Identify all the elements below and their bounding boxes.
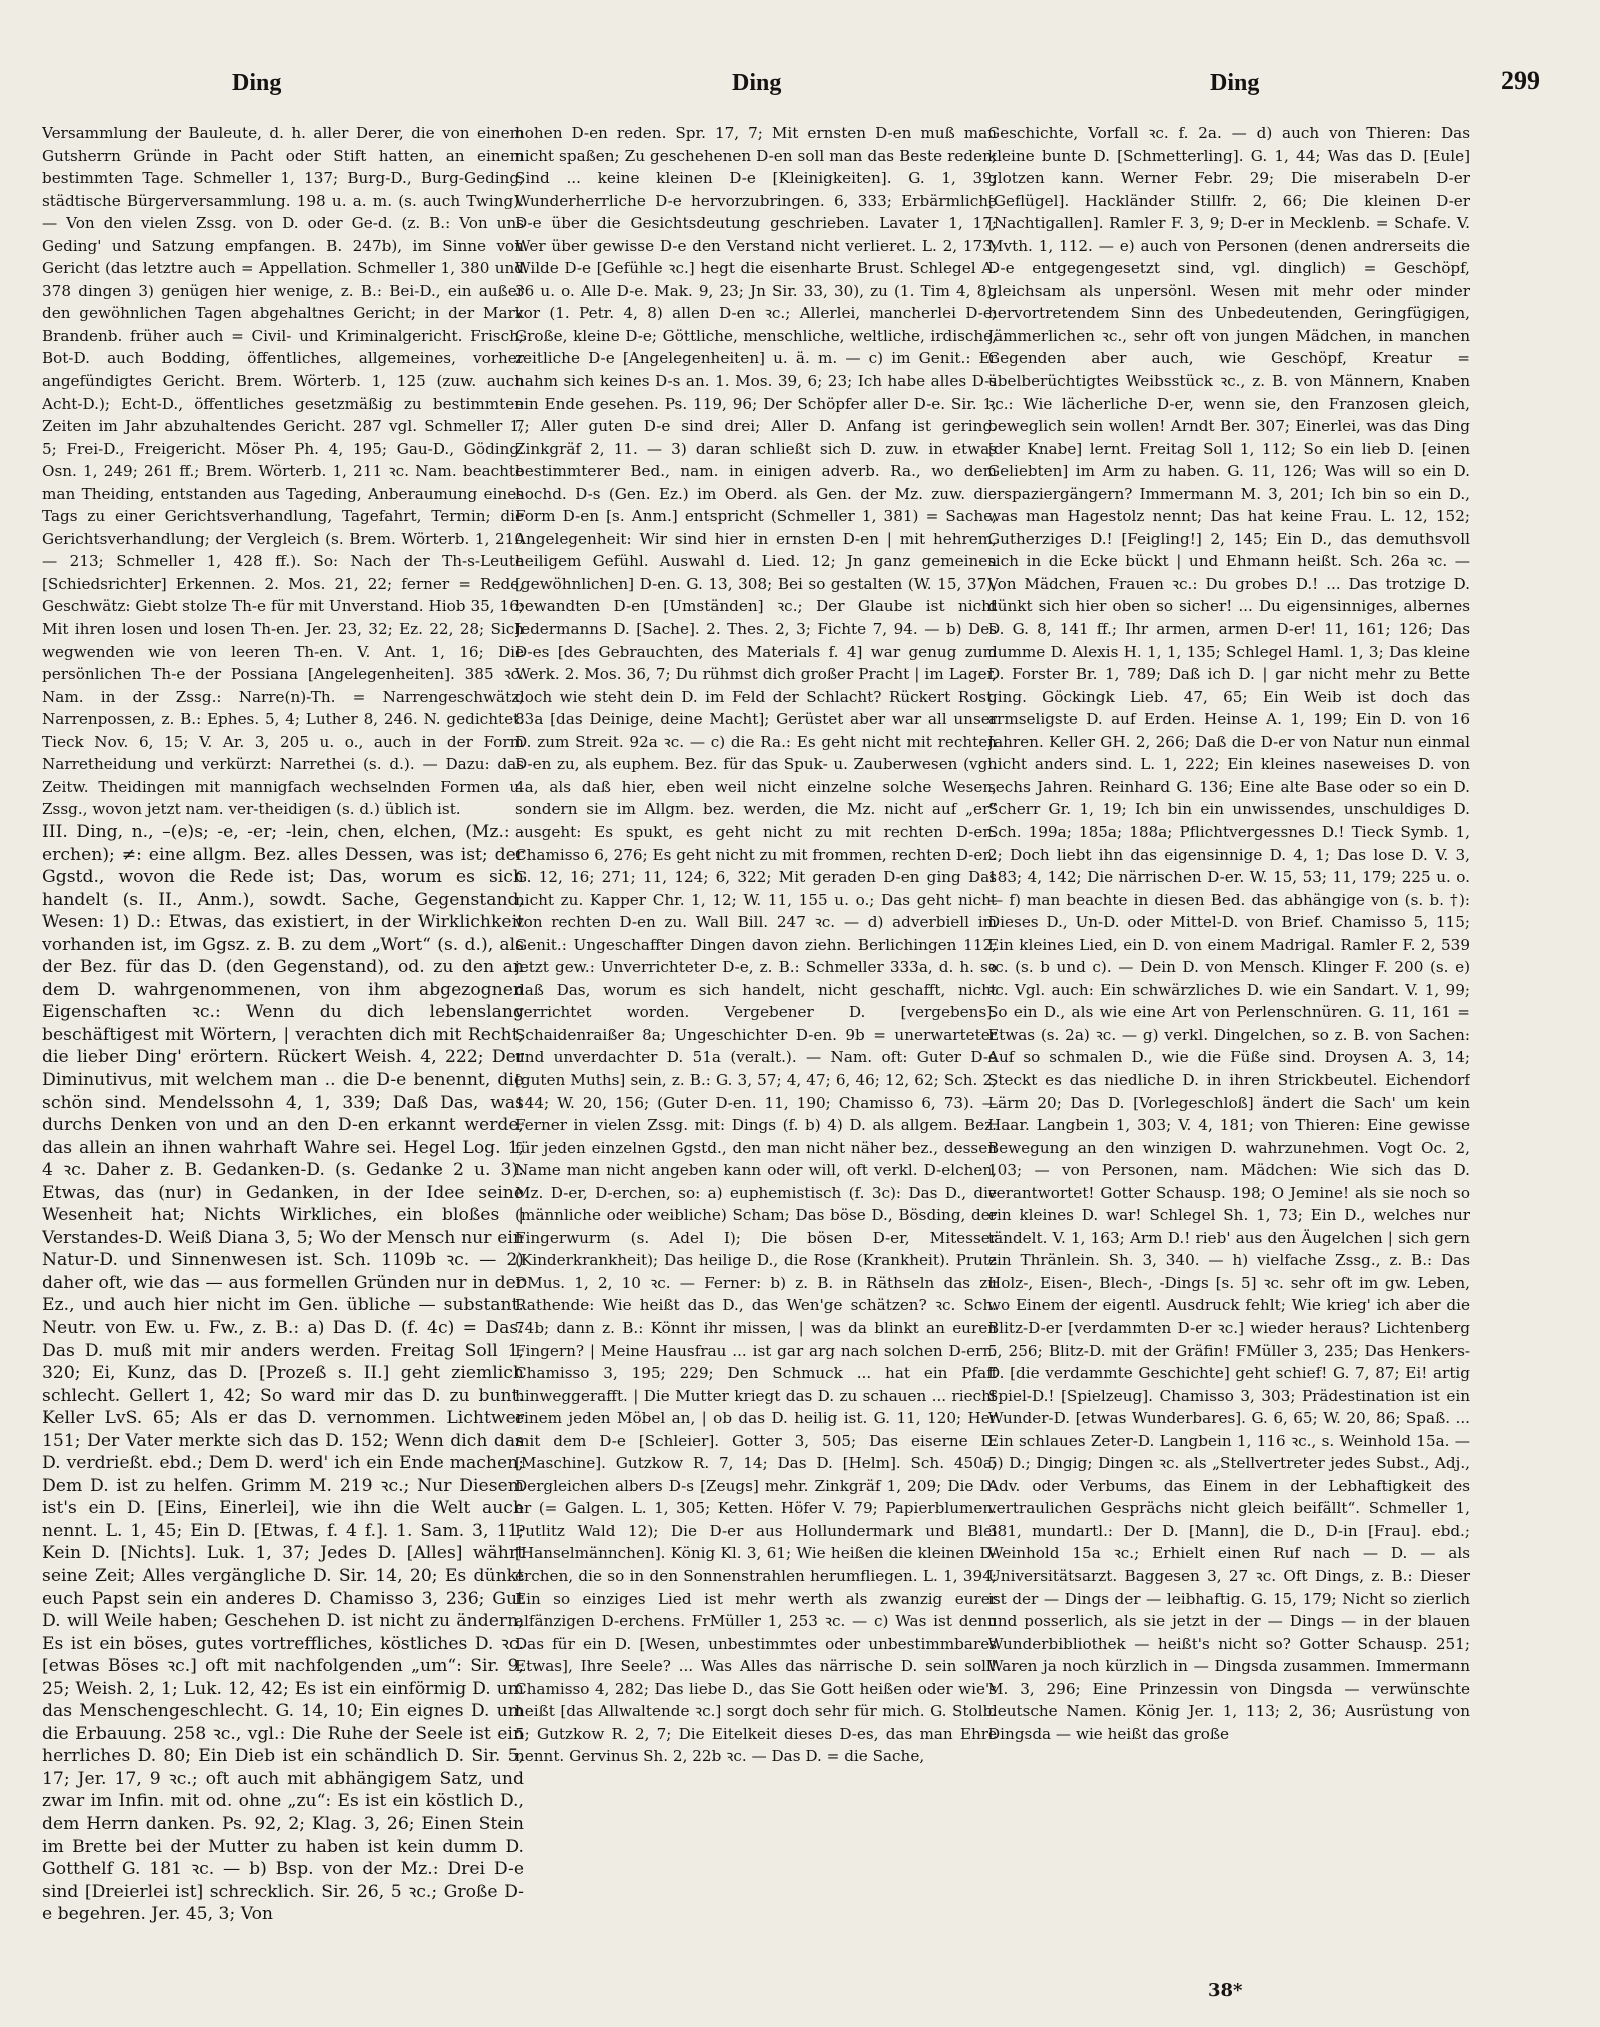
header-right-keyword: Ding <box>1210 70 1260 96</box>
middle-column <box>515 122 997 1997</box>
header-middle-keyword: Ding <box>732 70 782 96</box>
right-column <box>988 122 1470 1997</box>
running-header <box>60 62 1540 102</box>
left-column <box>42 122 524 1997</box>
header-left-keyword: Ding <box>232 70 282 96</box>
right-column-text: Geschichte, Vorfall ꝛc. f. 2a. — d) auch von Thieren: Das kleine bunte D. [Schmetterling]. G. 1, 44; Was das D. [Eule] glotzen kann. Werner Febr. 29; Die miserabeln D-er [Geflügel]. Hackländer Stillfr. 2, 66; Die kleinen D-er [Nachtigallen]. Ramler F. 3, 9; D-er in Mecklenb. = Schafe. V. Mvth. 1, 112. — e) auch von Personen (denen andrerseits die D-e entgegengesetzt sind, vgl. dinglich) = Geschöpf, gleichsam als unpersönl. Wesen mit mehr oder minder hervortretendem Sinn des Unbedeutenden, Geringfügigen, Jämmerlichen ꝛc., sehr oft von jungen Mädchen, in manchen Gegenden aber auch, wie Geschöpf, Kreatur = übelberüchtigtes Weibsstück ꝛc., z. B. von Männern, Knaben ꝛc.: Wie lächerliche D-er, wenn sie, den Franzosen gleich, beweglich sein wollen! Arndt Ber. 307; Einerlei, was das Ding [der Knabe] lernt. Freitag Soll 1, 112; So ein lieb D. [einen Geliebten] im Arm zu haben. G. 11, 126; Was will so ein D. erspaziergängern? Immermann M. 3, 201; Ich bin so ein D., was man Hagestolz nennt; Das hat keine Frau. L. 12, 152; Gutherziges D.! [Feigling!] 2, 145; Ein D., das demuthsvoll sich in die Ecke bückt | und Ehmann heißt. Sch. 26a ꝛc. — Von Mädchen, Frauen ꝛc.: Du grobes D.! ... Das trotzige D. dünkt sich hier oben so sicher! ... Du eigensinniges, albernes D. G. 8, 141 ff.; Ihr armen, armen D-er! 11, 161; 126; Das dumme D. Alexis H. 1, 1, 135; Schlegel Haml. 1, 3; Das kleine D. Forster Br. 1, 789; Daß ich D. | gar nicht mehr zu Bette ging. Göckingk Lieb. 47, 65; Ein Weib ist doch das armseligste D. auf Erden. Heinse A. 1, 199; Ein D. von 16 Jahren. Keller GH. 2, 266; Daß die D-er von Natur nun einmal nicht anders sind. L. 1, 222; Ein kleines naseweises D. von sechs Jahren. Reinhard G. 136; Eine alte Base oder so ein D. Scherr Gr. 1, 19; Ich bin ein unwissendes, unschuldiges D. Sch. 199a; 185a; 188a; Pflichtvergessnes D.! Tieck Symb. 1, 2; Doch liebt ihn das eigensinnige D. 4, 1; Das lose D. V. 3, 183; 4, 142; Die närrischen D-er. W. 15, 53; 11, 179; 225 u. o. — f) man beachte in diesen Bed. das abhängige von (s. b. †): Dieses D., Un-D. oder Mittel-D. von Brief. Chamisso 5, 115; Ein kleines Lied, ein D. von einem Madrigal. Ramler F. 2, 539 ꝛc. (s. b und c). — Dein D. von Mensch. Klinger F. 200 (s. e) ꝛc. Vgl. auch: Ein schwärzliches D. wie ein Sandart. V. 1, 99; So ein D., als wie eine Art von Perlenschnüren. G. 11, 161 = Etwas (s. 2a) ꝛc. — g) verkl. Dingelchen, so z. B. von Sachen: Auf so schmalen D., wie die Füße sind. Droysen A. 3, 14; Steckt es das niedliche D. in ihren Strickbeutel. Eichendorf Lärm 20; Das D. [Vorlegeschloß] ändert die Sach' um kein Haar. Langbein 1, 303; V. 4, 181; von Thieren: Eine gewisse Bewegung an den winzigen D. wahrzunehmen. Vogt Oc. 2, 103; — von Personen, nam. Mädchen: Wie sich das D. verantwortet! Gotter Schausp. 198; O Jemine! als sie noch so ein kleines D. war! Schlegel Sh. 1, 73; Ein D., welches nur tändelt. V. 1, 163; Arm D.! rieb' aus den Äugelchen | sich gern ein Thränlein. Sh. 3, 340. — h) vielfache Zssg., z. B.: Das Holz-, Eisen-, Blech-, -Dings [s. 5] ꝛc. sehr oft im gw. Leben, wo Einem der eigentl. Ausdruck fehlt; Wie krieg' ich aber die Blitz-D-er [verdammten D-er ꝛc.] wieder heraus? Lichtenberg 5, 256; Blitz-D. mit der Gräfin! FMüller 3, 235; Das Henkers-D. [die verdammte Geschichte] geht schief! G. 7, 87; Ei! artig Spiel-D.! [Spielzeug]. Chamisso 3, 303; Prädestination ist ein Wunder-D. [etwas Wunderbares]. G. 6, 65; W. 20, 86; Spaß. ... Ein schlaues Zeter-D. Langbein 1, 116 ꝛc., s. Weinhold 15a. — 5) D.; Dingig; Dingen ꝛc. als „Stellvertreter jedes Subst., Adj., Adv. oder Verbums, das Einem in der Lebhaftigkeit des vertraulichen Gesprächs nicht gleich beifällt“. Schmeller 1, 381, mundartl.: Der D. [Mann], die D., D-in [Frau]. ebd.; Weinhold 15a ꝛc.; Erhielt einen Ruf nach — D. — als Universitätsarzt. Baggesen 3, 27 ꝛc. Oft Dings, z. B.: Dieser ist der — Dings der — leibhaftig. G. 15, 179; Nicht so zierlich und posserlich, als sie jetzt in der — Dings — in der blauen Wunderbibliothek — heißt's nicht so? Gotter Schausp. 251; Waren ja noch kürzlich in — Dingsda zusammen. Immermann M. 3, 296; Eine Prinzessin von Dingsda — verwünschte deutsche Namen. König Jer. 1, 113; 2, 36; Ausrüstung von Dingsda — wie heißt das große <box>988 124 1470 1743</box>
middle-column-text: hohen D-en reden. Spr. 17, 7; Mit ernsten D-en muß man nicht spaßen; Zu geschehenen D-en soll man das Beste reden; Sind ... keine kleinen D-e [Kleinigkeiten]. G. 1, 39; Wunderherrliche D-e hervorzubringen. 6, 333; Erbärmliche D-e über die Gesichtsdeutung geschrieben. Lavater 1, 17; Wer über gewisse D-e den Verstand nicht verlieret. L. 2, 173; Wilde D-e [Gefühle ꝛc.] hegt die eisenharte Brust. Schlegel A. 36 u. o. Alle D-e. Mak. 9, 23; Jn Sir. 33, 30), zu (1. Tim 4, 8), vor (1. Petr. 4, 8) allen D-en ꝛc.; Allerlei, mancherlei D-e; Große, kleine D-e; Göttliche, menschliche, weltliche, irdische, zeitliche D-e [Angelegenheiten] u. ä. m. — c) im Genit.: Er nahm sich keines D-s an. 1. Mos. 39, 6; 23; Ich habe alles D-s ein Ende gesehen. Ps. 119, 96; Der Schöpfer aller D-e. Sir. 1, 7; Aller guten D-e sind drei; Aller D. Anfang ist gering. Zinkgräf 2, 11. — 3) daran schließt sich D. zuw. in etwas bestimmterer Bed., nam. in einigen adverb. Ra., wo dem hochd. D-s (Gen. Ez.) im Oberd. als Gen. der Mz. zuw. die Form D-en [s. Anm.] entspricht (Schmeller 1, 381) = Sache, Angelegenheit: Wir sind hier in ernsten D-en | mit hehrem, heiligem Gefühl. Auswahl d. Lied. 12; Jn ganz gemeinen [gewöhnlichen] D-en. G. 13, 308; Bei so gestalten (W. 15, 37), bewandten D-en [Umständen] ꝛc.; Der Glaube ist nicht Jedermanns D. [Sache]. 2. Thes. 2, 3; Fichte 7, 94. — b) Des D-es [des Gebrauchten, des Materials f. 4] war genug zum Werk. 2. Mos. 36, 7; Du rühmst dich großer Pracht | im Lager, doch wie steht dein D. im Feld der Schlacht? Rückert Rost. 83a [das Deinige, deine Macht]; Gerüstet aber war all unser D. zum Streit. 92a ꝛc. — c) die Ra.: Es geht nicht mit rechten D-en zu, als euphem. Bez. für das Spuk- u. Zauberwesen (vgl. 4a, als daß hier, eben weil nicht einzelne solche Wesen, sondern sie im Allgm. bez. werden, die Mz. nicht auf „er“ ausgeht: Es spukt, es geht nicht zu mit rechten D-en. Chamisso 6, 276; Es geht nicht zu mit frommen, rechten D-en. G. 12, 16; 271; 11, 124; 6, 322; Mit geraden D-en ging Das nicht zu. Kapper Chr. 1, 12; W. 11, 155 u. o.; Das geht nicht von rechten D-en zu. Wall Bill. 247 ꝛc. — d) adverbiell im Genit.: Ungeschaffter Dingen davon ziehn. Berlichingen 112, jetzt gew.: Unverrichteter D-e, z. B.: Schmeller 333a, d. h. so daß Das, worum es sich handelt, nicht geschafft, nicht verrichtet worden. Vergebener D. [vergebens]. Schaidenraißer 8a; Ungeschichter D-en. 9b = unerwarteter und unverdachter D. 51a (veralt.). — Nam. oft: Guter D-e [guten Muths] sein, z. B.: G. 3, 57; 4, 47; 6, 46; 12, 62; Sch. 2, 144; W. 20, 156; (Guter D-en. 11, 190; Chamisso 6, 73). — Ferner in vielen Zssg. mit: Dings (f. b) 4) D. als allgem. Bez. für jeden einzelnen Ggstd., den man nicht näher bez., dessen Name man nicht angeben kann oder will, oft verkl. D-elchen, Mz. D-er, D-erchen, so: a) euphemistisch (f. 3c): Das D., die (männliche oder weibliche) Scham; Das böse D., Bösding, der Fingerwurm (s. Adel I); Die bösen D-er, Mitesser (Kinderkrankheit); Das heilige D., die Rose (Krankheit). Prutz DMus. 1, 2, 10 ꝛc. — Ferner: b) z. B. in Räthseln das zu Rathende: Wie heißt das D., das Wen'ge schätzen? ꝛc. Sch. 74b; dann z. B.: Könnt ihr missen, | was da blinkt an euren Fingern? | Meine Hausfrau ... ist gar arg nach solchen D-ern. Chamisso 3, 195; 229; Den Schmuck ... hat ein Pfaff hinweggerafft. | Die Mutter kriegt das D. zu schauen ... riecht einem jeden Möbel an, | ob das D. heilig ist. G. 11, 120; Her mit dem D-e [Schleier]. Gotter 3, 505; Das eiserne D. [Maschine]. Gutzkow R. 7, 14; Das D. [Helm]. Sch. 450a; Dergleichen albers D-s [Zeugs] mehr. Zinkgräf 1, 209; Die D-er (= Galgen. L. 1, 305; Ketten. Höfer V. 79; Papierblumen. Putlitz Wald 12); Die D-er aus Hollundermark und Blei [Hanselmännchen]. König Kl. 3, 61; Wie heißen die kleinen D-erchen, die so in den Sonnenstrahlen herumfliegen. L. 1, 394; Ein so einziges Lied ist mehr werth als zwanzig eurer alfänzigen D-erchens. FrMüller 1, 253 ꝛc. — c) Was ist denn Das für ein D. [Wesen, unbestimmtes oder unbestimmbares Etwas], Ihre Seele? ... Was Alles das närrische D. sein soll! Chamisso 4, 282; Das liebe D., das Sie Gott heißen oder wie's heißt [das Allwaltende ꝛc.] sorgt doch sehr für mich. G. Stolb. 5; Gutzkow R. 2, 7; Die Eitelkeit dieses D-es, das man Ehre nennt. Gervinus Sh. 2, 22b ꝛc. — Das D. = die Sache, <box>515 124 997 1766</box>
entry-ding-III: III. Ding, n., –(e)s; -e, -er; -lein, chen, elchen, (Mz.: -erchen); ≠: eine allgm. Bez. alles Dessen, was ist; der Ggstd., wovon die Rede ist; Das, worum es sich handelt (s. II., Anm.), sowdt. Sache, Gegenstand, Wesen: 1) D.: Etwas, das existiert, in der Wirklichkeit vorhanden ist, im Ggsz. z. B. zu dem „Wort“ (s. d.), als der Bez. für das D. (den Gegenstand), od. zu den an dem D. wahrgenommenen, von ihm abgezognen Eigenschaften ꝛc.: Wenn du dich lebenslang beschäftigest mit Wörtern, | verachten dich mit Recht, die lieber Ding' erörtern. Rückert Weish. 4, 222; Der Diminutivus, mit welchem man .. die D-e benennt, die schön sind. Mendelssohn 4, 1, 339; Daß Das, was durchs Denken von und an den D-en erkannt werde, das allein an ihnen wahrhaft Wahre sei. Hegel Log. 1, 4 ꝛc. Daher z. B. Gedanken-D. (s. Gedanke 2 u. 3): Etwas, das (nur) in Gedanken, in der Idee seine Wesenheit hat; Nichts Wirkliches, ein bloßes | Verstandes-D. Weiß Diana 3, 5; Wo der Mensch nur ein Natur-D. und Sinnenwesen ist. Sch. 1109b ꝛc. — 2) daher oft, wie das — aus formellen Gründen nur in der Ez., und auch hier nicht im Gen. übliche — substant. Neutr. von Ew. u. Fw., z. B.: a) Das D. (f. 4c) = Das: Das D. muß mit mir anders werden. Freitag Soll 1, 320; Ei, Kunz, das D. [Prozeß s. II.] geht ziemlich schlecht. Gellert 1, 42; So ward mir das D. zu bunt. Keller LvS. 65; Als er das D. vernommen. Lichtwer 151; Der Vater merkte sich das D. 152; Wenn dich das D. verdrießt. ebd.; Dem D. werd' ich ein Ende machen; Dem D. ist zu helfen. Grimm M. 219 ꝛc.; Nur Diesem ist's ein D. [Eins, Einerlei], wie ihn die Welt auch nennt. L. 1, 45; Ein D. [Etwas, f. 4 f.]. 1. Sam. 3, 11; Kein D. [Nichts]. Luk. 1, 37; Jedes D. [Alles] währt seine Zeit; Alles vergängliche D. Sir. 14, 20; Es dünkt euch Papst sein ein anderes D. Chamisso 3, 236; Gut D. will Weile haben; Geschehen D. ist nicht zu ändern; Es ist ein böses, gutes vortreffliches, köstliches D. ꝛc. [etwas Böses ꝛc.] oft mit nachfolgenden „um“: Sir. 9, 25; Weish. 2, 1; Luk. 12, 42; Es ist ein einförmig D. um das Menschengeschlecht. G. 14, 10; Ein eignes D. um die Erbauung. 258 ꝛc., vgl.: Die Ruhe der Seele ist ein herrliches D. 80; Ein Dieb ist ein schändlich D. Sir. 5, 17; Jer. 17, 9 ꝛc.; oft auch mit abhängigem Satz, und zwar im Infin. mit od. ohne „zu“: Es ist ein köstlich D., dem Herrn danken. Ps. 92, 2; Klag. 3, 26; Einen Stein im Brette bei der Mutter zu haben ist kein dumm D. Gotthelf G. 181 ꝛc. — b) Bsp. von der Mz.: Drei D-e sind [Dreierlei ist] schrecklich. Sir. 26, 5 ꝛc.; Große D-e begehren. Jer. 45, 3; Von <box>42 821 524 1925</box>
left-column-paragraph-1: Versammlung der Bauleute, d. h. aller Derer, die von einem Gutsherrn Gründe in Pacht oder Stift hatten, an einem bestimmten Tage. Schmeller 1, 137; Burg-D., Burg-Geding, städtische Bürgerversammlung. 198 u. a. m. (s. auch Twing). — Von den vielen Zssg. von D. oder Ge-d. (z. B.: Von uns Geding' und Satzung empfangen. B. 247b), im Sinne von Gericht (das letztre auch = Appellation. Schmeller 1, 380 und 378 dingen 3) genügen hier wenige, z. B.: Bei-D., ein außer den gewöhnlichen Tagen abgehaltnes Gericht; in der Mark Brandenb. früher auch = Civil- und Kriminalgericht. Frisch; Bot-D. auch Bodding, öffentliches, allgemeines, vorher angefündigtes Gericht. Brem. Wörterb. 1, 125 (zuw. auch Acht-D.); Echt-D., öffentliches gesetzmäßig zu bestimmten Zeiten im Jahr abzuhaltendes Gericht. 287 vgl. Schmeller 1, 5; Frei-D., Freigericht. Möser Ph. 4, 195; Gau-D., Göding. Osn. 1, 249; 261 ff.; Brem. Wörterb. 1, 211 ꝛc. Nam. beachte man Theiding, entstanden aus Tageding, Anberaumung eines Tags zu einer Gerichtsverhandlung, Tagefahrt, Termin; die Gerichtsverhandlung; der Vergleich (s. Brem. Wörterb. 1, 210 — 213; Schmeller 1, 428 ff.). So: Nach der Th-s-Leute [Schiedsrichter] Erkennen. 2. Mos. 21, 22; ferner = Rede, Geschwätz: Giebt stolze Th-e für mit Unverstand. Hiob 35, 16; Mit ihren losen und losen Th-en. Jer. 23, 32; Ez. 22, 28; Sich wegwenden wie von leeren Th-en. V. Ant. 1, 16; Die persönlichen Th-e der Possiana [Angelegenheiten]. 385 ꝛc. Nam. in der Zssg.: Narre(n)-Th. = Narrengeschwätz, Narrenpossen, z. B.: Ephes. 5, 4; Luther 8, 246. N. gedichtet. Tieck Nov. 6, 15; V. Ar. 3, 205 u. o., auch in der Form Narretheidung und verkürzt: Narrethei (s. d.). — Dazu: das Zeitw. Theidingen mit mannigfach wechselnden Formen u. Zssg., wovon jetzt nam. ver-theidigen (s. d.) üblich ist. <box>42 124 524 819</box>
signature-mark: 38* <box>1208 1980 1243 2001</box>
page-number: 299 <box>1501 66 1540 95</box>
